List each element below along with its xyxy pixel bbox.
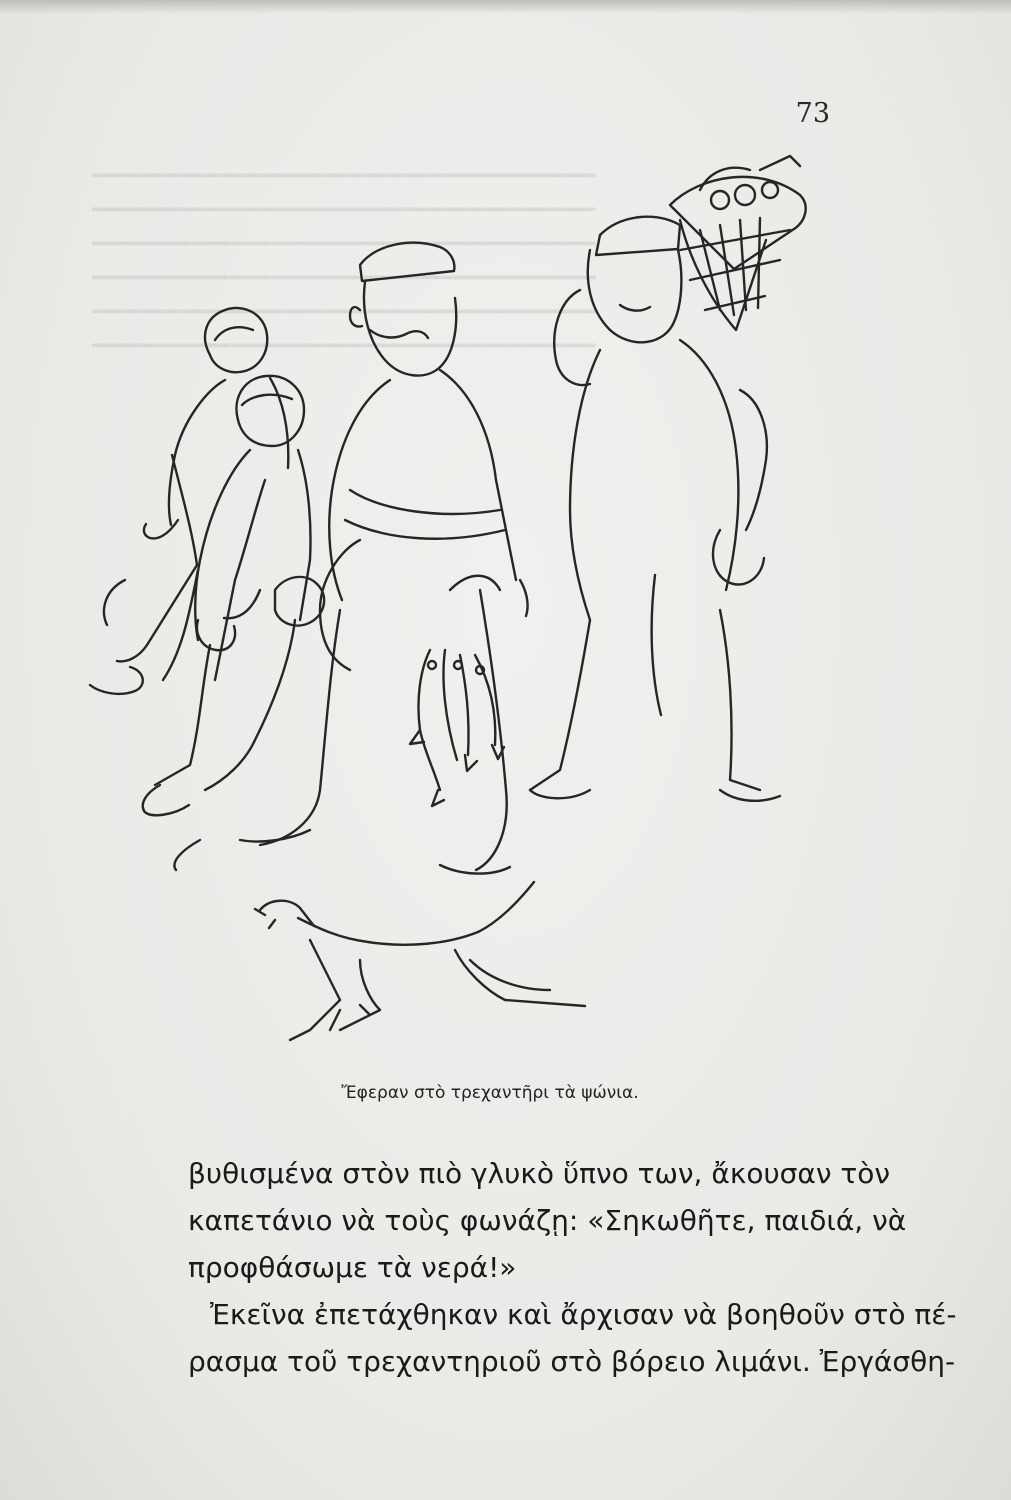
body-line: καπετάνιο νὰ τοὺς φωνάζῃ: «Σηκωθῆτε, παιδιά, νὰ (188, 1204, 907, 1237)
illustration-caption: Ἔφεραν στὸ τρεχαντῆρι τὰ ψώνια. (341, 1083, 639, 1103)
page-top-edge (0, 0, 1011, 14)
show-through-text: ━━━━━━━━━━━━━━━━━━━━━━━━━━━━━━━━━━━━━━ ━━━━━━━━━━━━━━━━━━━━━━━━━━━━━━━━━━━━━━ ━━━━━━━━━━━━━━━━━━━━━━━━━━━━━━━━━━━━━━ ━━━━━━━━━━━━━━━━━━━━━━━━━━━━━━━━━━━━━━ ━━━━━━━━━━━━━━━━━━━━━━━━━━━━━━━━━━━━━━ ━━━━━━━━━━━━━━━━━━━━━━━━━━━━━━━━━━━━━━ (92, 164, 596, 359)
fisherman-figure (240, 243, 528, 874)
body-line: προφθάσωμε τὰ νερά!» (188, 1251, 517, 1284)
body-line: βυθισμένα στὸν πιὸ γλυκὸ ὕπνο των, ἄκουσαν τὸν (188, 1157, 891, 1190)
basket (670, 156, 806, 330)
page-number: 73 (795, 98, 830, 129)
basket-carrier-figure (530, 217, 780, 801)
body-line: Ἐκεῖνα ἐπετάχθηκαν καὶ ἄρχισαν νὰ βοηθοῦν στὸ πέ- (210, 1298, 957, 1331)
fish-bundle (410, 650, 504, 806)
dog (255, 882, 585, 1040)
boy-left-figure (90, 308, 288, 694)
body-text (188, 1150, 957, 1385)
body-line: ρασμα τοῦ τρεχαντηριοῦ στὸ βόρειο λιμάνι. Ἐργάσθη- (188, 1345, 956, 1378)
sketch-illustration (60, 150, 860, 1070)
